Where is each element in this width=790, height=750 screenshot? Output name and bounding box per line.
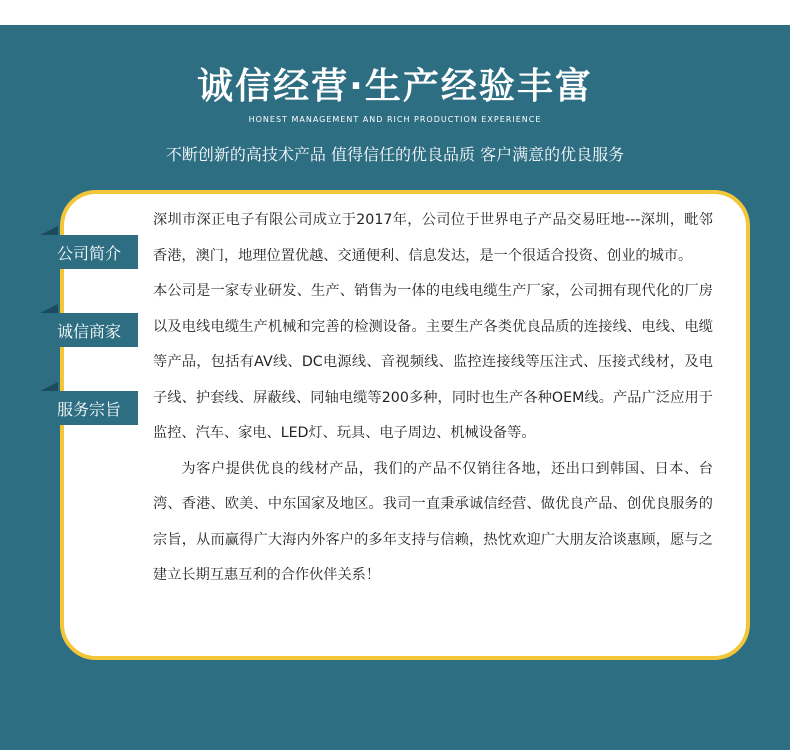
top-strip (0, 0, 790, 25)
paragraph-service-tenet: 为客户提供优良的线材产品，我们的产品不仅销往各地，还出口到韩国、日本、台湾、香港、欧美、中东国家及地区。我司一直秉承诚信经营、做优良产品、创优良服务的宗旨，从而赢得广大海内外客户的多年支持与信赖，热忱欢迎广大朋友洽谈惠顾，愿与之建立长期互惠互利的合作伙伴关系！ (153, 460, 713, 583)
tagline: 不断创新的高技术产品 值得信任的优良品质 客户满意的优良服务 (165, 145, 625, 164)
paragraph-company-location: 深圳市深正电子有限公司成立于2017年，公司位于世界电子产品交易旺地---深圳，毗邻香港，澳门，地理位置优越、交通便利、信息发达，是一个很适合投资、创业的城市。 (153, 212, 713, 264)
tab-fold (40, 304, 58, 313)
tab-honest-merchant: 诚信商家 (40, 313, 138, 347)
tab-service-tenet: 服务宗旨 (40, 391, 138, 425)
paragraph-company-products: 本公司是一家专业研发、生产、销售为一体的电线电缆生产厂家，公司拥有现代化的厂房以及电线电缆生产机械和完善的检测设备。主要生产各类优良品质的连接线、电线、电缆等产品，包括有AV线、DC电源线、音视频线、监控连接线等压注式、压接式线材，及电子线、护套线、屏蔽线、同轴电缆等200多种，同时也生产各种OEM线。产品广泛应用于监控、汽车、家电、LED灯、玩具、电子周边、机械设备等。 (153, 283, 713, 441)
tab-fold (40, 226, 58, 235)
main-title: 诚信经营·生产经验丰富 (197, 66, 593, 107)
english-subtitle: HONEST MANAGEMENT AND RICH PRODUCTION EXPERIENCE (248, 115, 542, 124)
tab-company-profile: 公司简介 (40, 235, 138, 269)
company-description (153, 203, 713, 594)
tab-fold (40, 382, 58, 391)
